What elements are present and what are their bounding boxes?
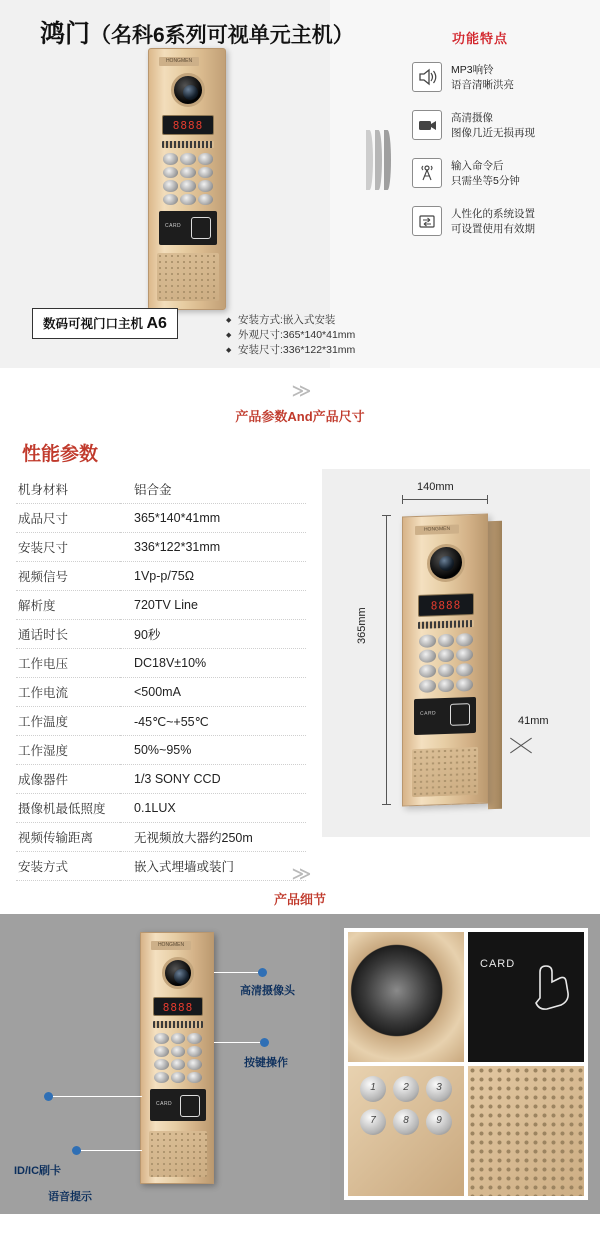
feature-text <box>451 158 520 189</box>
keypad-closeup <box>360 1076 452 1135</box>
section-caption: 产品参数And产品尺寸 <box>235 409 365 424</box>
keypad-key <box>360 1109 386 1135</box>
device-side-face <box>488 521 502 809</box>
keypad-key <box>198 194 213 206</box>
spec-value: 铝合金 <box>120 475 306 504</box>
keypad-key <box>171 1059 186 1070</box>
spec-value: 0.1LUX <box>120 794 306 823</box>
device-logo <box>151 941 191 950</box>
callout-line <box>214 972 260 973</box>
spec-value: 嵌入式埋墙或装门 <box>120 852 306 881</box>
spec-key: 安装尺寸 <box>16 533 120 562</box>
table-row <box>16 736 306 765</box>
camera-lens-icon <box>171 73 205 107</box>
keypad-key <box>456 678 473 692</box>
page-title <box>40 14 354 50</box>
hand-icon <box>180 1095 200 1117</box>
keypad-key <box>171 1033 186 1044</box>
spec-value: 336*122*31mm <box>120 533 306 562</box>
keypad-key <box>438 634 455 648</box>
spec-value: 1Vp-p/75Ω <box>120 562 306 591</box>
hero-spec-item: ◆ 安装方式:嵌入式安装 <box>226 313 355 328</box>
width-label: 140mm <box>417 481 454 493</box>
spec-value: <500mA <box>120 678 306 707</box>
speaker-icon <box>412 62 442 92</box>
keypad-key <box>419 634 436 648</box>
keypad-key <box>187 1072 202 1083</box>
device-logo <box>415 525 459 536</box>
spec-key: 安装方式 <box>16 852 120 881</box>
spec-key: 成品尺寸 <box>16 504 120 533</box>
brand-name: 鸿门 <box>40 20 91 48</box>
keypad-key <box>419 649 436 663</box>
feature-text <box>451 206 535 237</box>
dim-tick <box>382 515 391 516</box>
table-row <box>16 649 306 678</box>
keypad-key <box>456 633 473 647</box>
hand-icon <box>450 703 470 726</box>
callout-label: 高清摄像头 <box>240 985 295 997</box>
spec-key: 视频信号 <box>16 562 120 591</box>
feature-line1: 人性化的系统设置 <box>451 208 535 220</box>
feature-row <box>412 158 597 189</box>
feature-line2: 可设置使用有效期 <box>451 223 535 235</box>
card-label: CARD <box>480 958 516 970</box>
keypad-key <box>393 1109 419 1135</box>
card-reader-panel <box>414 697 476 735</box>
title-suffix: （名科6系列可视单元主机） <box>90 24 354 47</box>
feature-row <box>412 62 597 93</box>
keypad-key <box>426 1109 452 1135</box>
divider-one <box>0 368 600 431</box>
display-value: 8888 <box>172 119 204 132</box>
detail-device-illustration <box>140 932 214 1184</box>
signal-icon <box>412 158 442 188</box>
keypad-key <box>360 1076 386 1102</box>
hero-spec-item: ◆ 安装尺寸:336*122*31mm <box>226 343 355 358</box>
table-row <box>16 794 306 823</box>
specs-heading: 性能参数 <box>22 444 99 465</box>
product-device-illustration <box>148 48 226 310</box>
keypad <box>163 153 213 205</box>
feature-line2: 语音清晰洪亮 <box>451 79 514 91</box>
settings-icon <box>412 206 442 236</box>
device-display <box>418 593 474 617</box>
product-name-badge <box>32 308 178 339</box>
spec-value: 50%~95% <box>120 736 306 765</box>
device-display <box>153 997 203 1016</box>
keypad-key <box>163 180 178 192</box>
keypad-key <box>171 1072 186 1083</box>
detail-photo-grid <box>344 928 588 1200</box>
speaker-grille <box>162 141 214 148</box>
table-row <box>16 707 306 736</box>
callout-dot <box>44 1092 53 1101</box>
feature-text <box>451 62 514 93</box>
photo-camera-closeup <box>348 932 464 1062</box>
device-display <box>162 115 214 135</box>
hero-section <box>0 0 600 368</box>
spec-key: 通话时长 <box>16 620 120 649</box>
feature-row <box>412 110 597 141</box>
display-value: 8888 <box>162 1001 194 1014</box>
microphone-grille <box>412 747 478 797</box>
keypad-key <box>171 1046 186 1057</box>
specs-section <box>0 431 600 874</box>
spec-key: 摄像机最低照度 <box>16 794 120 823</box>
details-left-panel <box>0 914 330 1214</box>
keypad-key <box>438 679 455 693</box>
camera-lens-icon <box>427 543 465 582</box>
photo-keypad-closeup <box>348 1066 464 1196</box>
device-logo-text: HONGMEN <box>165 58 193 64</box>
feature-line1: 高清摄像 <box>451 112 493 124</box>
specs-table <box>16 475 306 881</box>
keypad-key <box>180 194 195 206</box>
callout-dot <box>258 968 267 977</box>
hero-spec-list <box>186 313 355 358</box>
spec-key: 工作电流 <box>16 678 120 707</box>
callout-line <box>80 1150 142 1151</box>
table-row <box>16 620 306 649</box>
dim-tick <box>487 495 488 504</box>
callout-dot <box>260 1038 269 1047</box>
keypad-key <box>163 167 178 179</box>
keypad-key <box>163 194 178 206</box>
feature-line2: 图像几近无损再现 <box>451 127 535 139</box>
features-list <box>412 62 597 254</box>
camera-lens-icon <box>162 957 194 989</box>
dim-tick <box>402 495 403 504</box>
keypad-key <box>456 648 473 662</box>
keypad-key <box>426 1076 452 1102</box>
keypad-key <box>456 663 473 677</box>
spec-key: 解析度 <box>16 591 120 620</box>
callout-label: 语音提示 <box>48 1191 92 1203</box>
table-row <box>16 852 306 881</box>
feature-text <box>451 110 535 141</box>
photo-card-reader <box>468 932 584 1062</box>
table-row <box>16 562 306 591</box>
spec-key: 成像器件 <box>16 765 120 794</box>
keypad <box>154 1033 202 1083</box>
spec-value: DC18V±10% <box>120 649 306 678</box>
table-row <box>16 591 306 620</box>
dimension-diagram <box>322 469 590 837</box>
microphone-grille <box>149 1131 207 1177</box>
speaker-grille <box>153 1021 203 1028</box>
feature-line2: 只需坐等5分钟 <box>451 175 520 187</box>
height-label: 365mm <box>356 607 368 644</box>
callout-label: 按键操作 <box>244 1057 288 1069</box>
device-logo <box>159 57 199 66</box>
keypad-key <box>163 153 178 165</box>
width-dimension-line <box>402 499 488 500</box>
spec-value: 720TV Line <box>120 591 306 620</box>
callout-label: ID/IC刷卡 <box>14 1165 62 1177</box>
table-row <box>16 678 306 707</box>
spec-key: 视频传输距离 <box>16 823 120 852</box>
spec-value: -45℃~+55℃ <box>120 707 306 736</box>
keypad-key <box>180 153 195 165</box>
table-row <box>16 475 306 504</box>
keypad-key <box>154 1072 169 1083</box>
hero-spec-item: ◆ 外观尺寸:365*140*41mm <box>226 328 355 343</box>
spec-key: 工作温度 <box>16 707 120 736</box>
chevron-down-icon: ≫ <box>291 864 309 885</box>
keypad-key <box>438 649 455 663</box>
speaker-grille <box>418 620 474 629</box>
keypad-key <box>198 167 213 179</box>
callout-line <box>214 1042 262 1043</box>
height-dimension-line <box>386 515 387 805</box>
device-front-face <box>402 513 488 806</box>
keypad-key <box>180 167 195 179</box>
hand-icon <box>191 217 211 239</box>
keypad-key <box>198 180 213 192</box>
device-logo-text: HONGMEN <box>157 942 185 948</box>
camera-icon <box>412 110 442 140</box>
keypad-key <box>438 664 455 678</box>
display-value: 8888 <box>430 598 462 613</box>
photo-microphone-closeup <box>468 1066 584 1196</box>
dim-tick <box>382 804 391 805</box>
keypad-key <box>180 180 195 192</box>
depth-label: 41mm <box>518 715 549 727</box>
keypad-key <box>419 664 436 678</box>
keypad-key <box>198 153 213 165</box>
keypad <box>419 633 473 693</box>
arrow-decoration <box>366 130 392 190</box>
section-caption: 产品细节 <box>273 892 326 907</box>
chevron-down-icon: ≫ <box>291 381 309 402</box>
product-name-text: 数码可视门口主机 <box>43 317 144 331</box>
table-row <box>16 533 306 562</box>
table-row <box>16 504 306 533</box>
keypad-key <box>154 1059 169 1070</box>
keypad-key <box>187 1046 202 1057</box>
callout-dot <box>72 1146 81 1155</box>
table-row <box>16 765 306 794</box>
keypad-key <box>154 1046 169 1057</box>
spec-value: 1/3 SONY CCD <box>120 765 306 794</box>
spec-key: 工作电压 <box>16 649 120 678</box>
keypad-key <box>187 1059 202 1070</box>
card-reader-panel <box>159 211 217 245</box>
callout-line <box>52 1096 142 1097</box>
features-heading: 功能特点 <box>452 31 509 46</box>
product-model: A6 <box>146 315 167 332</box>
spec-value: 365*140*41mm <box>120 504 306 533</box>
spec-key: 工作湿度 <box>16 736 120 765</box>
details-section <box>0 914 600 1214</box>
spec-value: 90秒 <box>120 620 306 649</box>
feature-line1: MP3响铃 <box>451 64 494 76</box>
microphone-grille <box>157 253 219 301</box>
spec-value: 无视频放大器约250m <box>120 823 306 852</box>
keypad-key <box>393 1076 419 1102</box>
card-reader-panel <box>150 1089 206 1121</box>
feature-line1: 输入命令后 <box>451 160 504 172</box>
keypad-key <box>187 1033 202 1044</box>
spec-key: 机身材料 <box>16 475 120 504</box>
keypad-key <box>154 1033 169 1044</box>
device-logo-text: HONGMEN <box>423 525 451 533</box>
keypad-key <box>419 679 436 693</box>
table-row <box>16 823 306 852</box>
feature-row <box>412 206 597 237</box>
